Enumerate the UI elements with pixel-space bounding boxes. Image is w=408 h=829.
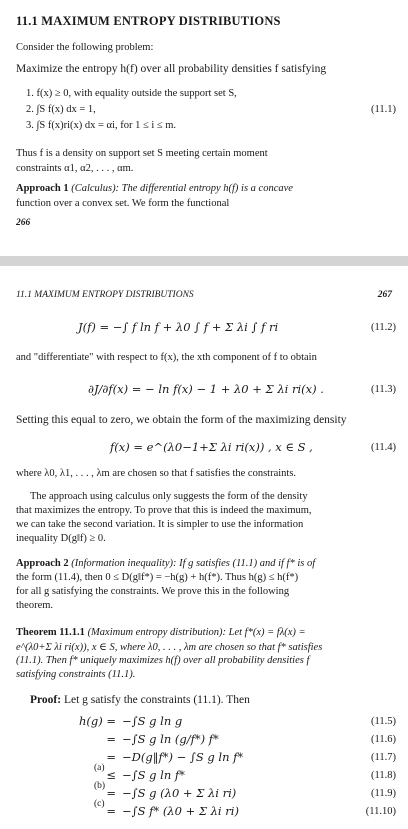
theorem-line-3: (11.1). Then f* uniquely maximizes h(f) over all probability densities f [16,655,310,666]
consider-text: Consider the following problem: [16,42,154,53]
page-number-267: 267 [377,290,392,300]
proof-step-6-rhs: −∫S f* (λ0 + Σ λi ri) [122,804,239,818]
thus-line-2: constraints α1, α2, . . . , αm. [16,163,134,174]
approach-2-text: (Information inequality): If g satisfies (11.1) and if f* is of [71,558,316,569]
page-number-266: 266 [16,218,31,228]
differentiate-text: and "differentiate" with respect to f(x), the xth component of f to obtain [16,352,317,363]
equation-11-4: f(x) = e^(λ0−1+Σ λi ri(x)) , x ∈ S , [110,440,313,454]
thus-line-1: Thus f is a density on support set S meeting certain moment [16,148,268,159]
proof-step-6-lhs: = [106,804,116,818]
proof-step-5-mark: (b) [94,781,106,791]
theorem-line-4: satisfying constraints (11.1). [16,669,136,680]
proof-label: Proof: [30,694,62,706]
equation-number-11-9: (11.9) [371,788,396,799]
proof-step-2-lhs: = [106,732,116,746]
equation-number-11-1: (11.1) [371,104,396,115]
proof-step-3-rhs: −D(g‖f*) − ∫S g ln f* [122,750,244,764]
equation-number-11-2: (11.2) [371,322,396,333]
maximize-statement: Maximize the entropy h(f) over all probability densities f satisfying [16,63,327,75]
proof-step-4-lhs: ≤ [106,768,116,782]
calculus-para-line-4: inequality D(g‖f) ≥ 0. [16,533,106,544]
equation-number-11-8: (11.8) [371,770,396,781]
approach-2-line-1 [16,558,315,569]
where-text: where λ0, λ1, . . . , λm are chosen so that f satisfies the constraints. [16,468,297,479]
running-head: 11.1 MAXIMUM ENTROPY DISTRIBUTIONS [16,290,194,300]
calculus-para-line-1: The approach using calculus only suggests the form of the density [30,491,308,502]
proof-step-4-rhs: −∫S g ln f* [122,768,185,782]
setting-text: Setting this equal to zero, we obtain the form of the maximizing density [16,414,347,426]
equation-number-11-10: (11.10) [365,806,396,817]
theorem-line-2: e^(λ0+Σ λi ri(x)), x ∈ S, where λ0, . . . , λm are chosen so that f* satisfies [16,642,323,653]
equation-number-11-6: (11.6) [371,734,396,745]
equation-number-11-3: (11.3) [371,384,396,395]
approach-1-text: (Calculus): The differential entropy h(f) is a concave [71,183,293,194]
approach-1-label: Approach 1 [16,183,69,194]
approach-2-line-4: theorem. [16,600,54,611]
proof-intro [30,694,250,706]
approach-2-label: Approach 2 [16,558,69,569]
proof-step-2-rhs: −∫S g ln (g/f*) f* [122,732,219,746]
equation-11-2: J(f) = −∫ f ln f + λ0 ∫ f + Σ λi ∫ f ri [78,320,279,334]
proof-step-3-lhs: = [106,750,116,764]
calculus-para-line-2: that maximizes the entropy. To prove that this is indeed the maximum, [16,505,312,516]
approach-1-line-2: function over a convex set. We form the functional [16,198,230,209]
theorem-label: Theorem 11.1.1 [16,627,85,638]
theorem-text: (Maximum entropy distribution): Let f*(x) = fλ(x) = [87,627,306,638]
calculus-para-line-3: we can take the second variation. It is simpler to use the information [16,519,304,530]
page-267 [0,266,408,829]
approach-2-line-2: the form (11.4), then 0 ≤ D(g‖f*) = −h(g) + h(f*). Thus h(g) ≤ h(f*) [16,572,299,583]
approach-1-line-1 [16,183,293,194]
proof-text: Let g satisfy the constraints (11.1). Then [63,694,250,706]
equation-number-11-4: (11.4) [371,442,396,453]
equation-11-3: ∂J/∂f(x) = − ln f(x) − 1 + λ0 + Σ λi ri(x) . [88,382,324,396]
equation-number-11-5: (11.5) [371,716,396,727]
proof-step-1-lhs: h(g) = [78,714,116,728]
proof-step-1-rhs: −∫S g ln g [122,714,183,728]
proof-step-6-mark: (c) [94,799,105,809]
proof-step-5-rhs: −∫S g (λ0 + Σ λi ri) [122,786,237,800]
equation-number-11-7: (11.7) [371,752,396,763]
condition-1: 1. f(x) ≥ 0, with equality outside the support set S, [26,88,237,99]
approach-2-line-3: for all g satisfying the constraints. We prove this in the following [16,586,290,597]
proof-step-4-mark: (a) [94,763,105,773]
condition-2: 2. ∫S f(x) dx = 1, [26,104,96,115]
theorem-line-1 [16,627,306,638]
condition-3: 3. ∫S f(x)ri(x) dx = αi, for 1 ≤ i ≤ m. [26,120,177,131]
section-heading: 11.1 MAXIMUM ENTROPY DISTRIBUTIONS [16,14,281,28]
page-266 [0,0,408,256]
proof-step-5-lhs: = [106,786,116,800]
